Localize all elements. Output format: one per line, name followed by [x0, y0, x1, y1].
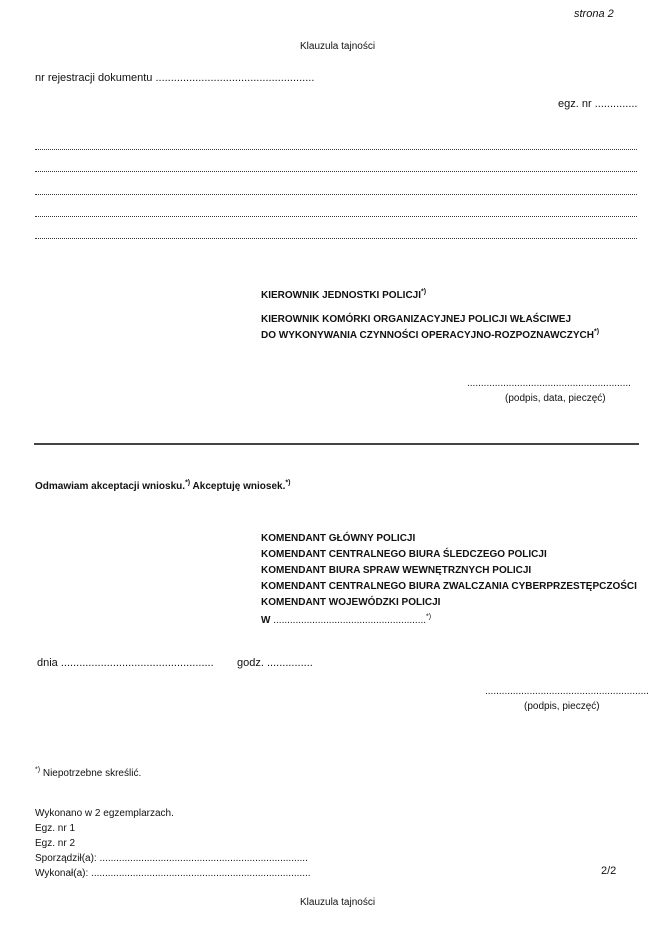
commander-1: KOMENDANT GŁÓWNY POLICJI [261, 533, 416, 544]
decision-accept: Akceptuję wniosek. [192, 481, 286, 492]
execution-copy1: Egz. nr 1 [35, 823, 76, 834]
prepared-by-dots: ........................................................................... [99, 853, 308, 864]
executed-by-dots: ............................................................................... [91, 868, 311, 879]
footnote-mark: *) [185, 479, 191, 487]
footnote [35, 768, 141, 779]
footnote-mark: *) [35, 766, 41, 774]
footer-classification: Klauzula tajności [300, 897, 376, 908]
date-field [37, 657, 214, 669]
blank-line-3 [35, 194, 637, 195]
commander-w-label: W [261, 615, 271, 626]
footnote-mark: *) [285, 479, 291, 487]
commander-w-dots: ....................................................... [273, 615, 427, 626]
date-dots: .................................................. [60, 657, 214, 669]
commander-w-line [261, 615, 431, 626]
commander-4: KOMENDANT CENTRALNEGO BIURA ZWALCZANIA CYBERPRZESTĘPCZOŚCI [261, 581, 637, 592]
decision-refuse: Odmawiam akceptacji wniosku. [35, 481, 186, 492]
signature2-caption: (podpis, pieczęć) [524, 701, 600, 712]
executed-by-field [35, 868, 311, 879]
commander-5: KOMENDANT WOJEWÓDZKI POLICJI [261, 597, 441, 608]
blank-line-4 [35, 216, 637, 217]
page-count: 2/2 [601, 865, 617, 877]
head-of-cell-line2: DO WYKONYWANIA CZYNNOŚCI OPERACYJNO-ROZPOZNAWCZYCH*) [261, 328, 600, 341]
copy-number-field [558, 98, 638, 110]
head-of-unit: KIEROWNIK JEDNOSTKI POLICJI*) [261, 288, 427, 301]
footnote-mark: *) [421, 288, 427, 296]
footnote-mark: *) [593, 328, 600, 336]
execution-made: Wykonano w 2 egzemplarzach. [35, 808, 174, 819]
executed-by-label: Wykonał(a): [35, 868, 89, 879]
blank-line-1 [35, 149, 637, 150]
registration-label: nr rejestracji dokumentu [35, 72, 153, 84]
commander-3: KOMENDANT BIURA SPRAW WEWNĘTRZNYCH POLICJI [261, 565, 532, 576]
registration-field [35, 72, 314, 84]
head-of-cell-line1: KIEROWNIK KOMÓRKI ORGANIZACYJNEJ POLICJI WŁAŚCIWEJ [261, 314, 572, 325]
hour-field [237, 657, 313, 669]
blank-line-5 [35, 238, 637, 239]
prepared-by-label: Sporządził(a): [35, 853, 97, 864]
hour-dots: ............... [266, 657, 313, 669]
page-label: strona 2 [574, 8, 614, 20]
section-separator [34, 443, 639, 445]
blank-line-2 [35, 171, 637, 172]
execution-copy2: Egz. nr 2 [35, 838, 76, 849]
header-classification: Klauzula tajności [300, 41, 376, 52]
registration-dots: .................................................... [155, 72, 315, 84]
prepared-by-field [35, 853, 308, 864]
copy-number-label: egz. nr [558, 98, 592, 110]
decision-line [35, 481, 290, 492]
copy-number-dots: .............. [594, 98, 638, 110]
footnote-text: Niepotrzebne skreślić. [42, 768, 142, 779]
signature1-dots: ........................................................... [467, 378, 631, 389]
signature2-dots: ........................................................... [485, 686, 649, 697]
hour-label: godz. [237, 657, 264, 669]
commander-2: KOMENDANT CENTRALNEGO BIURA ŚLEDCZEGO POLICJI [261, 549, 547, 560]
footnote-mark: *) [426, 613, 432, 621]
signature1-caption: (podpis, data, pieczęć) [505, 393, 606, 404]
date-label: dnia [37, 657, 58, 669]
